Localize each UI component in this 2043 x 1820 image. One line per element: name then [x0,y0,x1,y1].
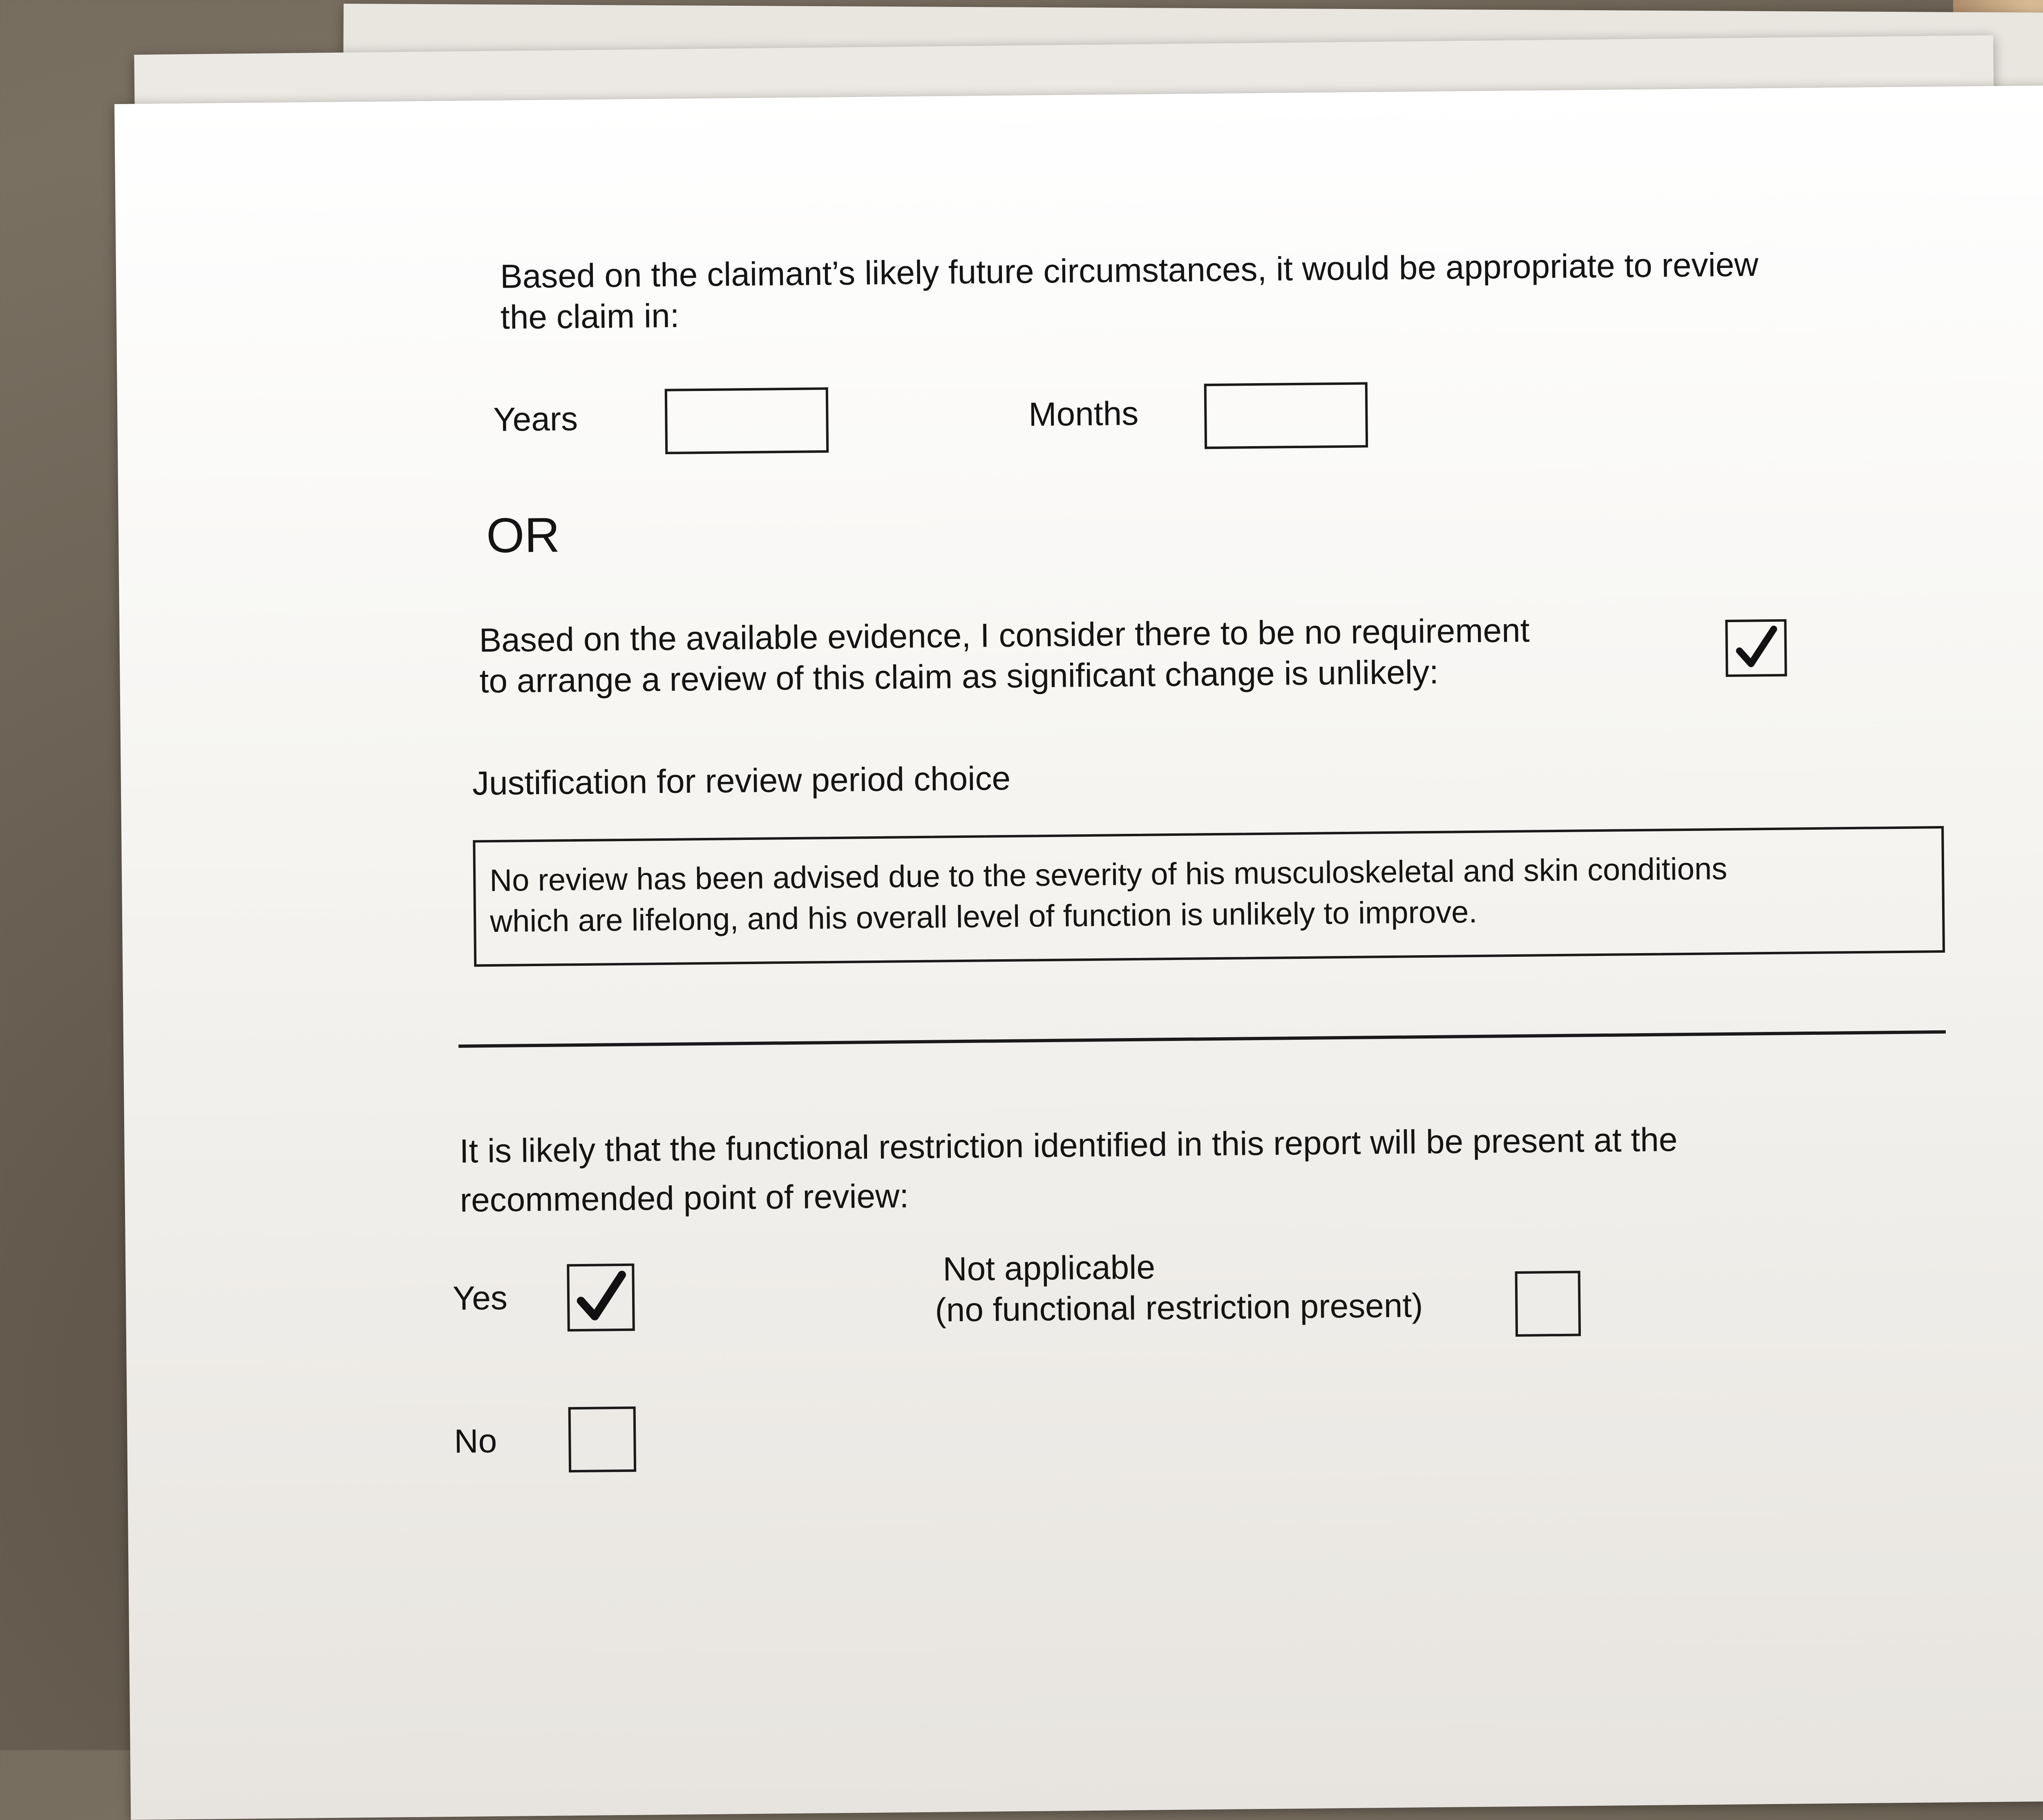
no-checkbox[interactable] [568,1407,637,1473]
restriction-line-1: It is likely that the functional restriction identified in this report will be present at the [459,1121,1678,1170]
justification-line-1: No review has been advised due to the severity of his musculoskeletal and skin conditions [489,851,1728,898]
no-review-line-1: Based on the available evidence, I consider there to be no requirement [479,612,1530,659]
months-label: Months [1028,395,1139,433]
restriction-line-2: recommended point of review: [460,1177,909,1219]
checkmark-icon [1728,622,1784,674]
checkmark-icon [569,1266,632,1329]
months-field[interactable] [1204,382,1368,449]
or-label: OR [486,507,560,563]
na-label-line-1: Not applicable [942,1248,1156,1288]
justification-label: Justification for review period choice [472,759,1011,802]
years-field[interactable] [665,387,829,454]
years-label: Years [493,400,578,438]
no-label: No [454,1422,497,1460]
na-label-line-2: (no functional restriction present) [934,1287,1423,1329]
no-review-checkbox[interactable] [1725,619,1787,677]
review-prompt-line-1: Based on the claimant’s likely future circumstances, it would be appropriate to review [500,246,1759,295]
review-prompt-line-2: the claim in: [500,297,680,336]
no-review-line-2: to arrange a review of this claim as significant change is unlikely: [479,653,1439,700]
justification-line-2: which are lifelong, and his overall level of function is unlikely to improve. [490,894,1477,939]
na-checkbox[interactable] [1515,1271,1581,1337]
yes-checkbox[interactable] [567,1264,635,1332]
yes-label: Yes [452,1279,508,1317]
section-divider [458,1030,1946,1048]
form-page [114,84,2043,1820]
